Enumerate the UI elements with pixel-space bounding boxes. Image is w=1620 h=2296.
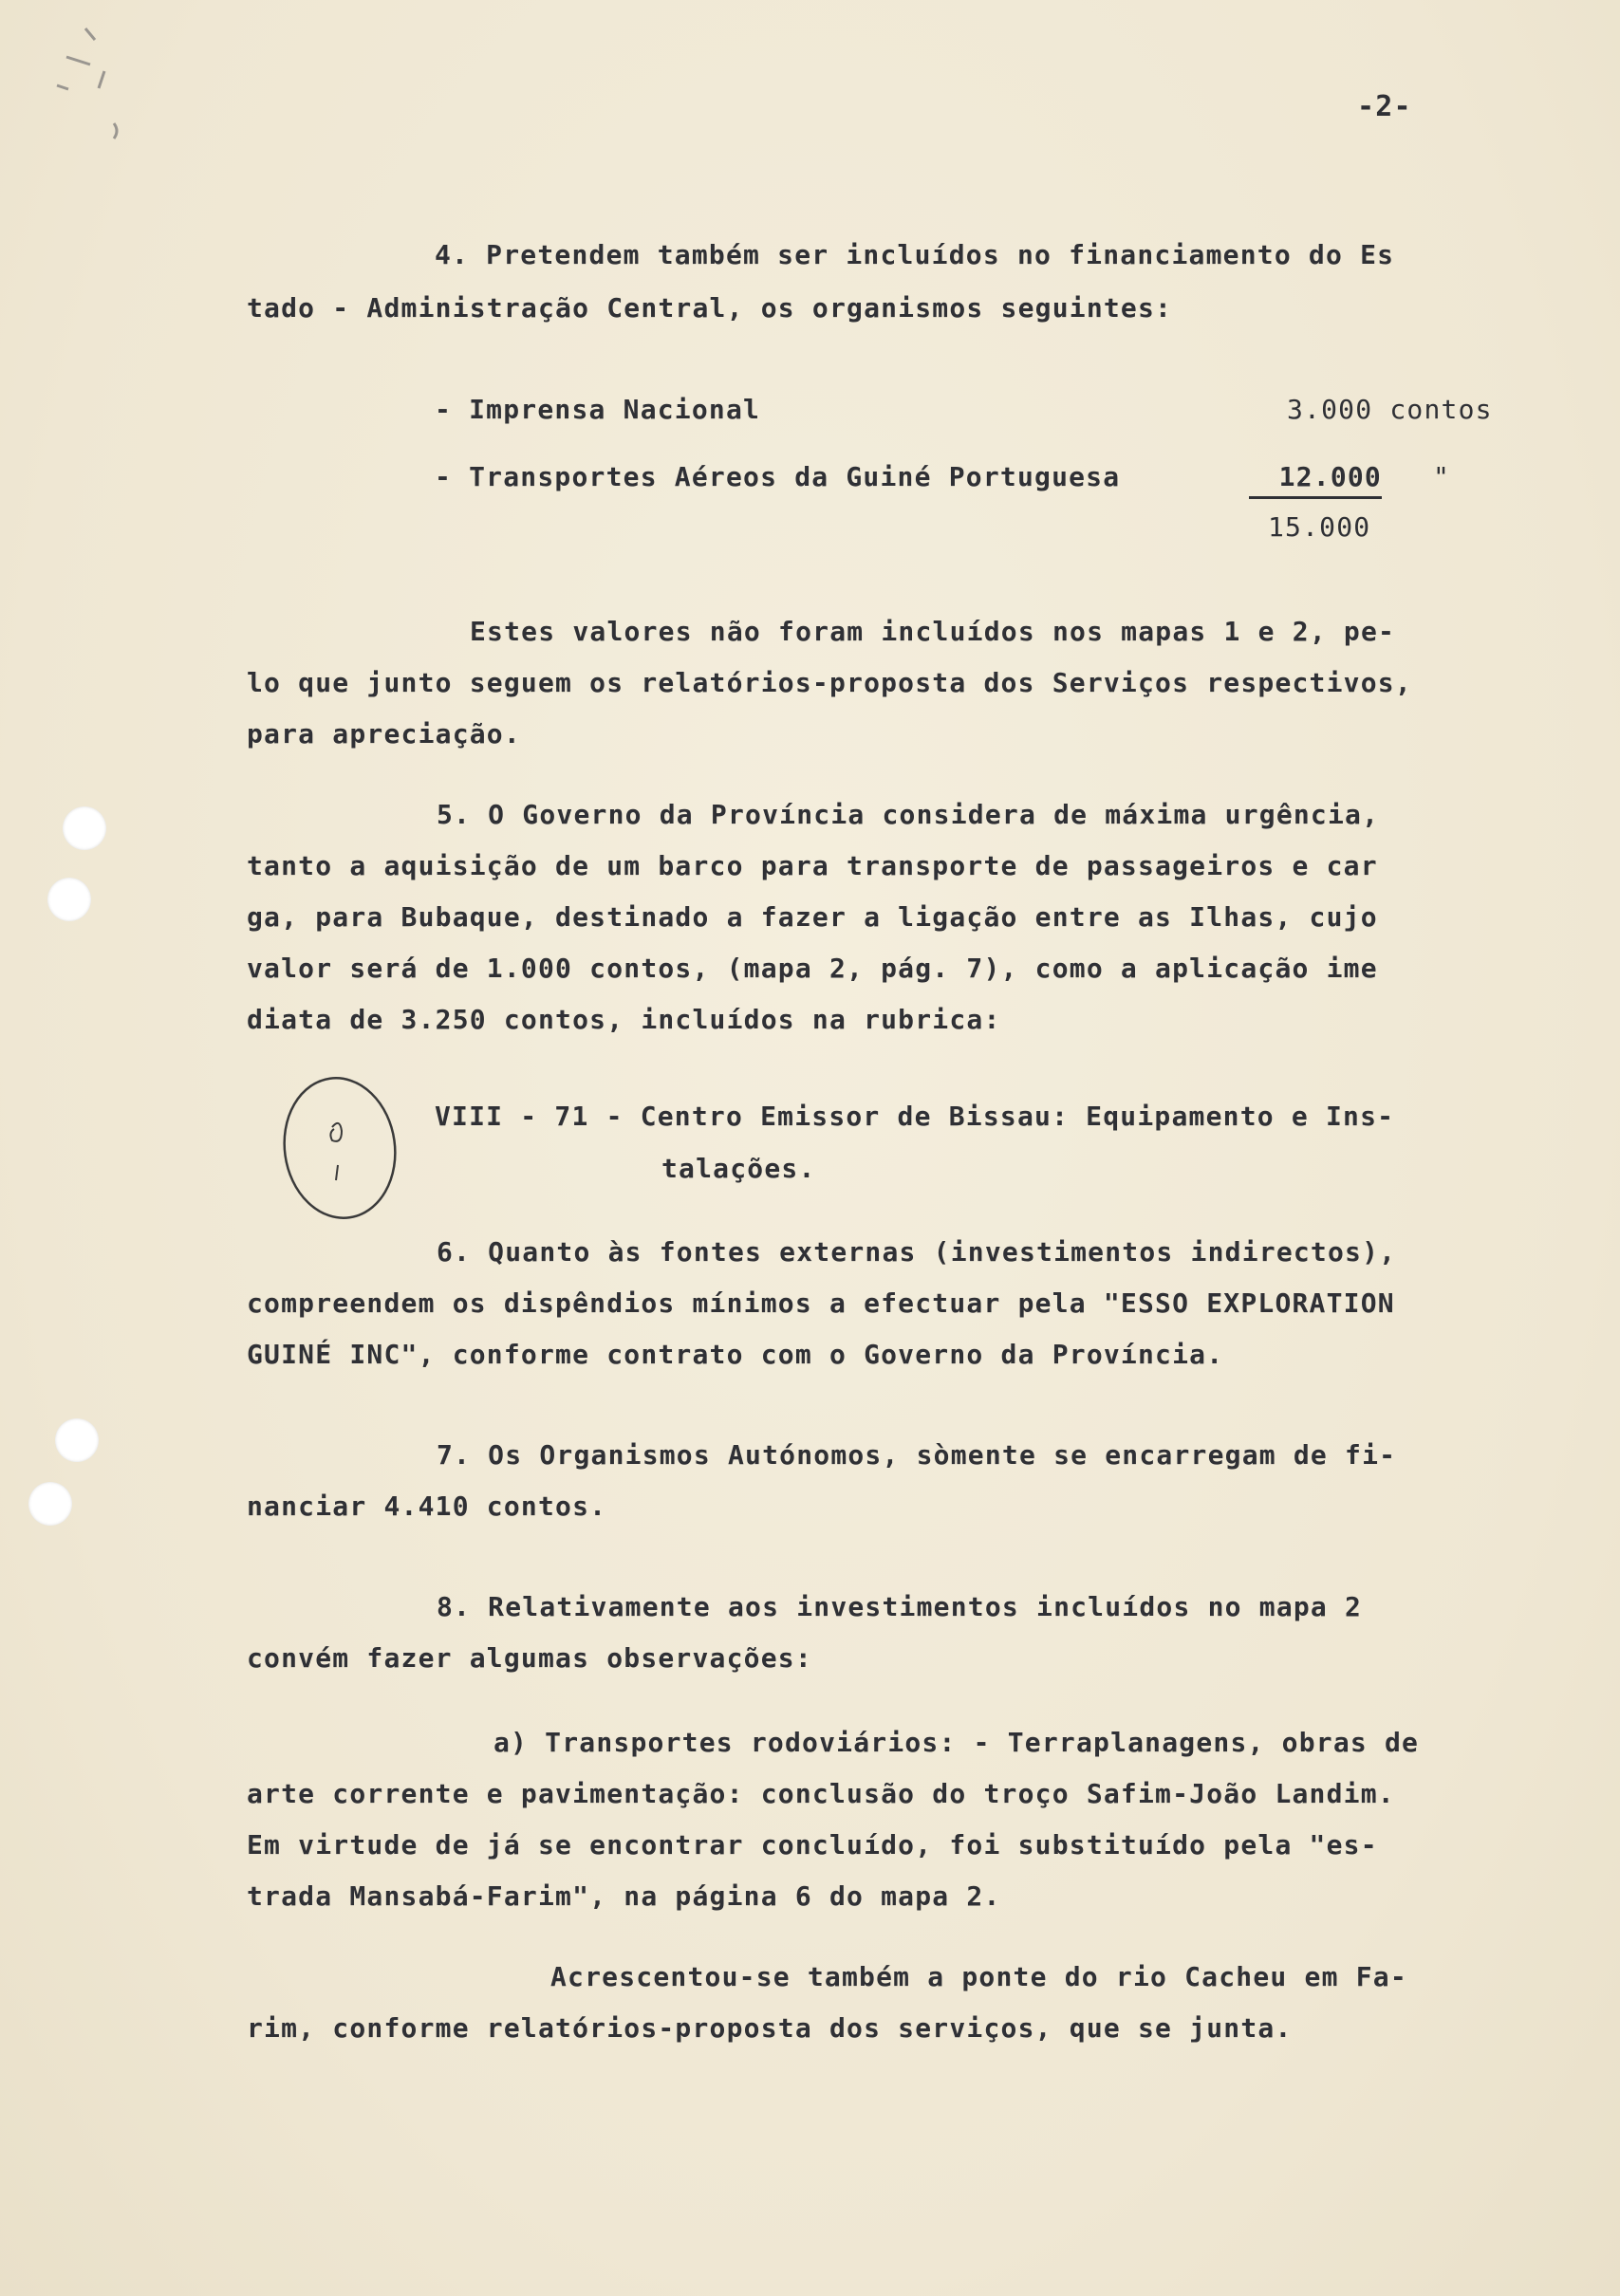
punch-hole <box>63 806 106 850</box>
rubrica-line-1: VIII - 71 - Centro Emissor de Bissau: Equipamento e Ins- <box>435 1101 1395 1132</box>
paragraph-8-line-1: 8. Relativamente aos investimentos incluídos no mapa 2 <box>437 1591 1363 1622</box>
paragraph-5-line-4: valor será de 1.000 contos, (mapa 2, pág. 7), como a aplicação ime <box>247 953 1378 984</box>
paragraph-estes-line-2: lo que junto seguem os relatórios-proposta dos Serviços respectivos, <box>247 667 1412 698</box>
paragraph-5-line-5: diata de 3.250 contos, incluídos na rubrica: <box>247 1004 1001 1035</box>
total-amount: 15.000 <box>1268 511 1371 543</box>
subparagraph-a-line-2: arte corrente e pavimentação: conclusão do troço Safim-João Landim. <box>247 1778 1395 1809</box>
paragraph-acrescentou-line-1: Acrescentou-se também a ponte do rio Cacheu em Fa- <box>550 1961 1407 1992</box>
paragraph-6-line-2: compreendem os dispêndios mínimos a efectuar pela "ESSO EXPLORATION <box>247 1287 1395 1319</box>
paragraph-5-line-1: 5. O Governo da Província considera de máxima urgência, <box>437 799 1380 830</box>
punch-hole <box>47 878 91 921</box>
paragraph-6-line-3: GUINÉ INC", conforme contrato com o Governo da Província. <box>247 1339 1224 1370</box>
handwritten-circle-annotation <box>275 1070 408 1227</box>
subparagraph-a-line-1: a) Transportes rodoviários: - Terraplanagens, obras de <box>493 1727 1420 1758</box>
subparagraph-a-line-4: trada Mansabá-Farim", na página 6 do mapa 2. <box>247 1880 1001 1912</box>
paragraph-acrescentou-line-2: rim, conforme relatórios-proposta dos serviços, que se junta. <box>247 2012 1293 2044</box>
paragraph-8-line-2: convém fazer algumas observações: <box>247 1642 812 1674</box>
punch-hole <box>28 1482 72 1526</box>
paragraph-7-line-1: 7. Os Organismos Autónomos, sòmente se encarregam de fi- <box>437 1439 1397 1471</box>
paragraph-5-line-3: ga, para Bubaque, destinado a fazer a ligação entre as Ilhas, cujo <box>247 901 1378 933</box>
paragraph-4-line-1: 4. Pretendem também ser incluídos no financiamento do Es <box>435 239 1395 270</box>
paragraph-5-line-2: tanto a aquisição de um barco para transporte de passageiros e car <box>247 850 1378 881</box>
paragraph-7-line-2: nanciar 4.410 contos. <box>247 1491 607 1522</box>
subparagraph-a-line-3: Em virtude de já se encontrar concluído, foi substituído pela "es- <box>247 1829 1378 1861</box>
punch-hole <box>55 1418 99 1462</box>
item-amount: 3.000 contos <box>1287 394 1493 425</box>
paragraph-estes-line-3: para apreciação. <box>247 718 521 750</box>
rubrica-line-2: talações. <box>661 1153 816 1184</box>
paper-damage-mark <box>19 19 123 161</box>
page-number: -2- <box>1357 90 1412 123</box>
item-label: - Imprensa Nacional <box>435 394 761 425</box>
paragraph-4-line-2: tado - Administração Central, os organismos seguintes: <box>247 292 1173 324</box>
item-amount: 12.000 <box>1249 464 1382 499</box>
paragraph-estes-line-1: Estes valores não foram incluídos nos mapas 1 e 2, pe- <box>470 616 1396 647</box>
paragraph-6-line-1: 6. Quanto às fontes externas (investimentos indirectos), <box>437 1236 1397 1268</box>
item-label: - Transportes Aéreos da Guiné Portuguesa <box>435 461 1121 492</box>
item-unit: " <box>1433 461 1451 492</box>
